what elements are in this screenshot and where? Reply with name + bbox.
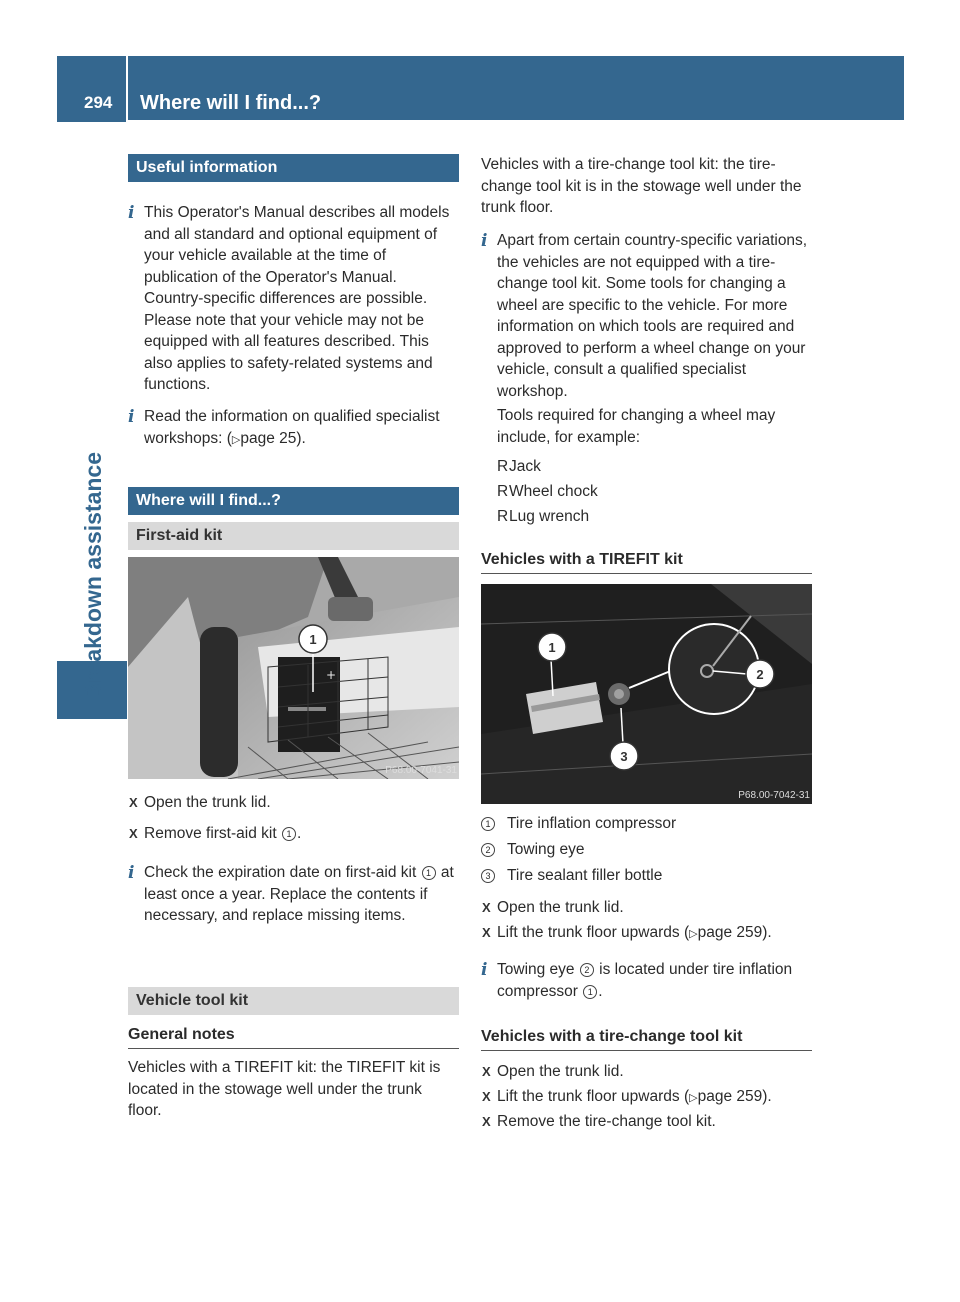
step-arrow-icon: X (482, 1064, 491, 1079)
info-icon: i (481, 231, 488, 251)
instruction-step (481, 1086, 812, 1110)
bullet-icon: R (497, 458, 509, 475)
step-arrow-icon: X (482, 1089, 491, 1104)
vehicle-tool-kit-heading: Vehicle tool kit (128, 987, 459, 1015)
useful-info-heading: Useful information (128, 154, 459, 182)
step-text: Remove first-aid kit (144, 825, 277, 842)
list-item-text: Wheel chock (509, 483, 598, 500)
list-item (497, 456, 797, 478)
info-text: Towing eye (497, 961, 575, 978)
figure-callout: 1 (309, 632, 317, 647)
page-reference-link[interactable]: page 25 (240, 429, 297, 447)
list-item-text: Lug wrench (509, 508, 590, 525)
figure-callout: 3 (620, 749, 628, 764)
side-tab-label: Breakdown assistance (80, 451, 106, 700)
step-text: Lift the trunk floor upwards ( (497, 1088, 690, 1105)
page-number: 294 (84, 93, 113, 112)
figure-code: P68.00-7041-31 (385, 765, 457, 776)
info-note (128, 862, 459, 927)
instruction-step (481, 897, 812, 919)
page-reference-link[interactable]: page 259 (697, 1088, 763, 1105)
list-item (497, 506, 797, 528)
step-text-end: ). (762, 1088, 772, 1105)
step-text: Lift the trunk floor upwards ( (497, 924, 690, 941)
tools-intro: Tools required for changing a wheel may include, for example: (497, 407, 776, 446)
general-notes-heading: General notes (128, 1024, 459, 1049)
step-text: Open the trunk lid. (144, 794, 271, 811)
first-aid-kit-figure (128, 557, 459, 779)
info-text: This Operator's Manual describes all models and all standard and optional equipment of your vehicle available at the time of publication of the Operator's Manual. Country-specific differences are possible. Please note that your vehicle may not be equipped with all features described. This also applies to safety-related systems and functions. (144, 204, 450, 393)
step-text-end: ). (762, 924, 772, 941)
instruction-step (128, 792, 459, 814)
tire-change-tool-kit-heading: Vehicles with a tire-change tool kit (481, 1026, 812, 1051)
page-title: Where will I find...? (140, 92, 322, 114)
legend-item (481, 865, 812, 887)
tirefit-kit-illustration (481, 584, 812, 804)
bullet-icon: R (497, 483, 509, 500)
step-arrow-icon: X (482, 925, 491, 940)
general-notes-text: Vehicles with a TIREFIT kit: the TIREFIT kit is located in the stowage well under the trunk floor. (128, 1059, 441, 1119)
figure-callout: 2 (756, 667, 764, 682)
instruction-step (481, 1111, 812, 1133)
page-ref-arrow-icon: ▷ (689, 928, 698, 940)
page-ref-arrow-icon: ▷ (689, 1092, 698, 1104)
step-arrow-icon: X (482, 900, 491, 915)
info-text-end: ). (296, 429, 306, 447)
legend-label: Towing eye (507, 841, 585, 858)
legend-label: Tire sealant filler bottle (507, 867, 663, 884)
page-reference-link[interactable]: page 259 (697, 924, 763, 941)
figure-code: P68.00-7042-31 (738, 790, 810, 801)
item-number-icon: 1 (282, 827, 296, 841)
figure-callout: 1 (548, 640, 556, 655)
info-note (128, 406, 459, 451)
legend-item (481, 813, 812, 835)
step-text: Open the trunk lid. (497, 899, 624, 916)
page-ref-arrow-icon: ▷ (231, 433, 241, 446)
item-number-icon: 1 (583, 985, 597, 999)
info-icon: i (128, 863, 135, 883)
info-text: is located under tire inflation compressor (497, 961, 793, 1000)
svg-text:+: + (326, 668, 337, 682)
instruction-step (481, 922, 812, 946)
step-arrow-icon: X (482, 1114, 491, 1129)
info-text-end: . (598, 982, 603, 1000)
info-note (128, 202, 459, 396)
tool-kit-intro: Vehicles with a tire-change tool kit: the tire-change tool kit is in the stowage well under the trunk floor. (481, 156, 802, 216)
step-text-end: . (296, 825, 302, 842)
info-text: Check the expiration date on first-aid kit (144, 864, 417, 881)
step-text: Open the trunk lid. (497, 1063, 624, 1080)
item-number-icon: 2 (481, 843, 495, 857)
info-text: Read the information on qualified specialist workshops: ( (144, 408, 440, 447)
legend-label: Tire inflation compressor (507, 815, 677, 832)
info-note (481, 230, 812, 402)
step-arrow-icon: X (129, 795, 138, 810)
item-number-icon: 3 (481, 869, 495, 883)
legend-item (481, 839, 812, 861)
first-aid-heading: First-aid kit (128, 522, 459, 550)
list-item (497, 481, 797, 503)
bullet-icon: R (497, 508, 509, 525)
first-aid-kit-illustration (128, 557, 459, 779)
tirefit-kit-figure (481, 584, 812, 804)
info-icon: i (481, 960, 488, 980)
header-rule (57, 120, 127, 122)
tirefit-heading: Vehicles with a TIREFIT kit (481, 549, 812, 574)
item-number-icon: 1 (481, 817, 495, 831)
where-heading: Where will I find...? (128, 487, 459, 515)
list-item-text: Jack (509, 458, 541, 475)
info-note (481, 959, 812, 1002)
info-icon: i (128, 407, 135, 427)
header-divider (126, 56, 128, 122)
step-arrow-icon: X (129, 826, 138, 841)
instruction-step (481, 1061, 812, 1083)
step-text: Remove the tire-change tool kit. (497, 1113, 716, 1130)
instruction-step (128, 823, 459, 845)
info-text: Apart from certain country-specific variations, the vehicles are not equipped with a tire-change tool kit. Some tools for changing a wheel are specific to the vehicle. For more information on which tools are required and approved to perform a wheel change on your vehicle, consult a qualified specialist workshop. (497, 232, 808, 400)
info-text: at least once a year. Replace the contents if necessary, and replace missing items. (144, 864, 454, 924)
item-number-icon: 1 (422, 866, 436, 880)
info-icon: i (128, 203, 135, 223)
item-number-icon: 2 (580, 963, 594, 977)
